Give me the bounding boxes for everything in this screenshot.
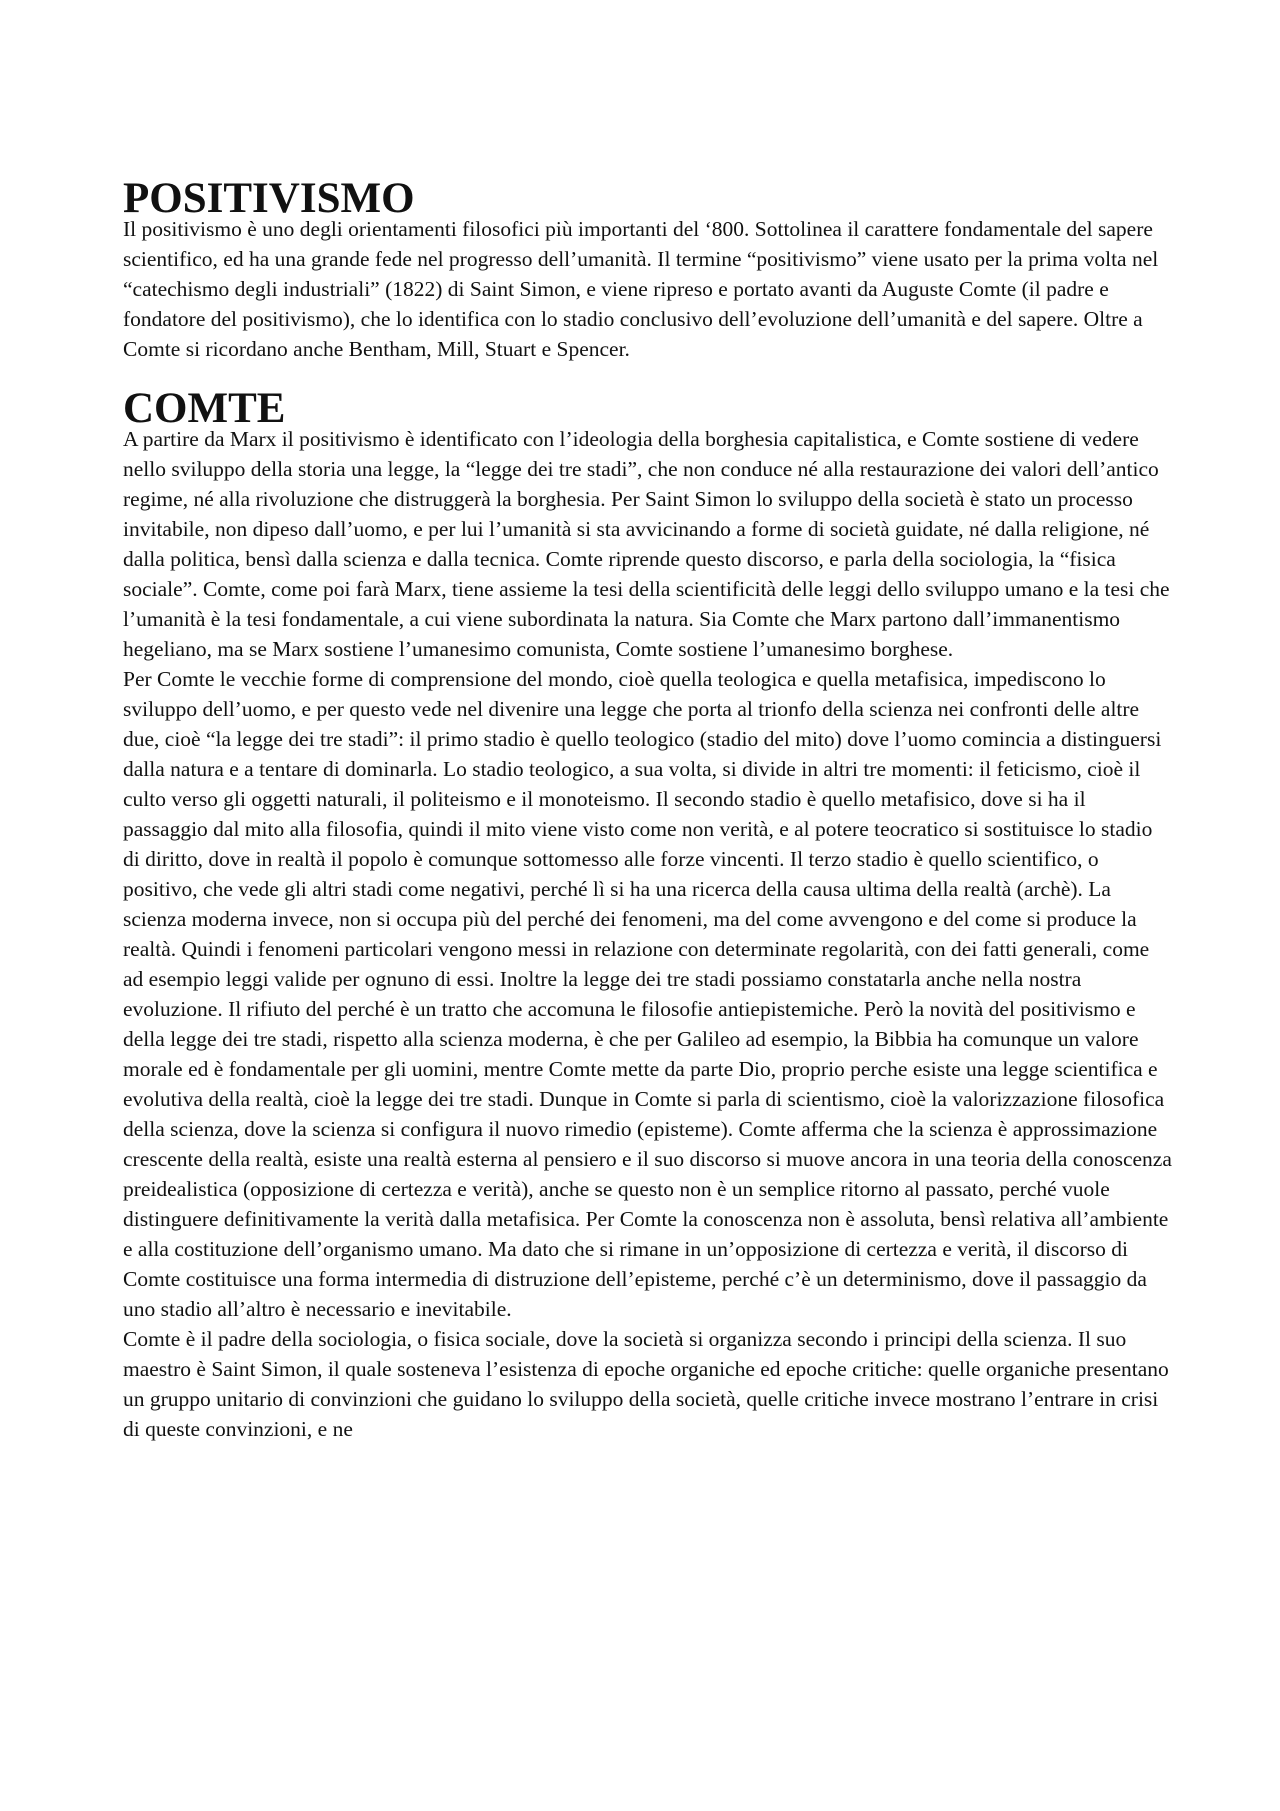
paragraph-comte-3: Comte è il padre della sociologia, o fisica sociale, dove la società si organizza secondo i principi della scienza. Il suo maestro è Saint Simon, il quale sosteneva l’esistenza di epoche organiche ed epoche critiche: quelle organiche presentano un gruppo unitario di convinzioni che guidano lo sviluppo della società, quelle critiche invece mostrano l’entrare in crisi di queste convinzioni, e ne bbox=[123, 1327, 1169, 1441]
section-heading-comte: COMTE bbox=[123, 385, 286, 432]
document-page bbox=[123, 175, 1173, 1444]
paragraph-comte-1: A partire da Marx il positivismo è identificato con l’ideologia della borghesia capitalistica, e Comte sostiene di vedere nello sviluppo della storia una legge, la “legge dei tre stadi”, che non conduce né alla restaurazione dei valori dell’antico regime, né alla rivoluzione che distruggerà la borghesia. Per Saint Simon lo sviluppo della società è stato un processo invitabile, non dipeso dall’uomo, e per lui l’umanità si sta avvicinando a forme di società guidate, né dalla religione, né dalla politica, bensì dalla scienza e dalla tecnica. Comte riprende questo discorso, e parla della sociologia, la “fisica sociale”. Comte, come poi farà Marx, tiene assieme la tesi della scientificità delle leggi dello sviluppo umano e la tesi che l’umanità è la tesi fondamentale, a cui viene subordinata la natura. Sia Comte che Marx partono dall’immanentismo hegeliano, ma se Marx sostiene l’umanesimo comunista, Comte sostiene l’umanesimo borghese. bbox=[123, 427, 1170, 661]
paragraph-comte-2: Per Comte le vecchie forme di comprensione del mondo, cioè quella teologica e quella metafisica, impediscono lo sviluppo dell’uomo, e per questo vede nel divenire una legge che porta al trionfo della scienza nei confronti delle altre due, cioè “la legge dei tre stadi”: il primo stadio è quello teologico (stadio del mito) dove l’uomo comincia a distinguersi dalla natura e a tentare di dominarla. Lo stadio teologico, a sua volta, si divide in altri tre momenti: il feticismo, cioè il culto verso gli oggetti naturali, il politeismo e il monoteismo. Il secondo stadio è quello metafisico, dove si ha il passaggio dal mito alla filosofia, quindi il mito viene visto come non verità, e al potere teocratico si sostituisce lo stadio di diritto, dove in realtà il popolo è comunque sottomesso alle forze vincenti. Il terzo stadio è quello scientifico, o positivo, che vede gli altri stadi come negativi, perché lì si ha una ricerca della causa ultima della realtà (archè). La scienza moderna invece, non si occupa più del perché dei fenomeni, ma del come avvengono e del come si produce la realtà. Quindi i fenomeni particolari vengono messi in relazione con determinate regolarità, con dei fatti generali, come ad esempio leggi valide per ognuno di essi. Inoltre la legge dei tre stadi possiamo constatarla anche nella nostra evoluzione. Il rifiuto del perché è un tratto che accomuna le filosofie antiepistemiche. Però la novità del positivismo e della legge dei tre stadi, rispetto alla scienza moderna, è che per Galileo ad esempio, la Bibbia ha comunque un valore morale ed è fondamentale per gli uomini, mentre Comte mette da parte Dio, proprio perche esiste una legge scientifica e evolutiva della realtà, cioè la legge dei tre stadi. Dunque in Comte si parla di scientismo, cioè la valorizzazione filosofica della scienza, dove la scienza si configura il nuovo rimedio (episteme). Comte afferma che la scienza è approssimazione crescente della realtà, esiste una realtà esterna al pensiero e il suo discorso si muove ancora in una teoria della conoscenza preidealistica (opposizione di certezza e verità), anche se questo non è un semplice ritorno al passato, perché vuole distinguere definitivamente la verità dalla metafisica. Per Comte la conoscenza non è assoluta, bensì relativa all’ambiente e alla costituzione dell’organismo umano. Ma dato che si rimane in un’opposizione di certezza e verità, il discorso di Comte costituisce una forma intermedia di distruzione dell’episteme, perché c’è un determinismo, dove il passaggio da uno stadio all’altro è necessario e inevitabile. bbox=[123, 667, 1172, 1321]
section-heading-positivismo: POSITIVISMO bbox=[123, 175, 415, 222]
paragraph-positivismo-intro: Il positivismo è uno degli orientamenti filosofici più importanti del ‘800. Sottolinea il carattere fondamentale del sapere scientifico, ed ha una grande fede nel progresso dell’umanità. Il termine “positivismo” viene usato per la prima volta nel “catechismo degli industriali” (1822) di Saint Simon, e viene ripreso e portato avanti da Auguste Comte (il padre e fondatore del positivismo), che lo identifica con lo stadio conclusivo dell’evoluzione dell’umanità e del sapere. Oltre a Comte si ricordano anche Bentham, Mill, Stuart e Spencer. bbox=[123, 217, 1159, 361]
